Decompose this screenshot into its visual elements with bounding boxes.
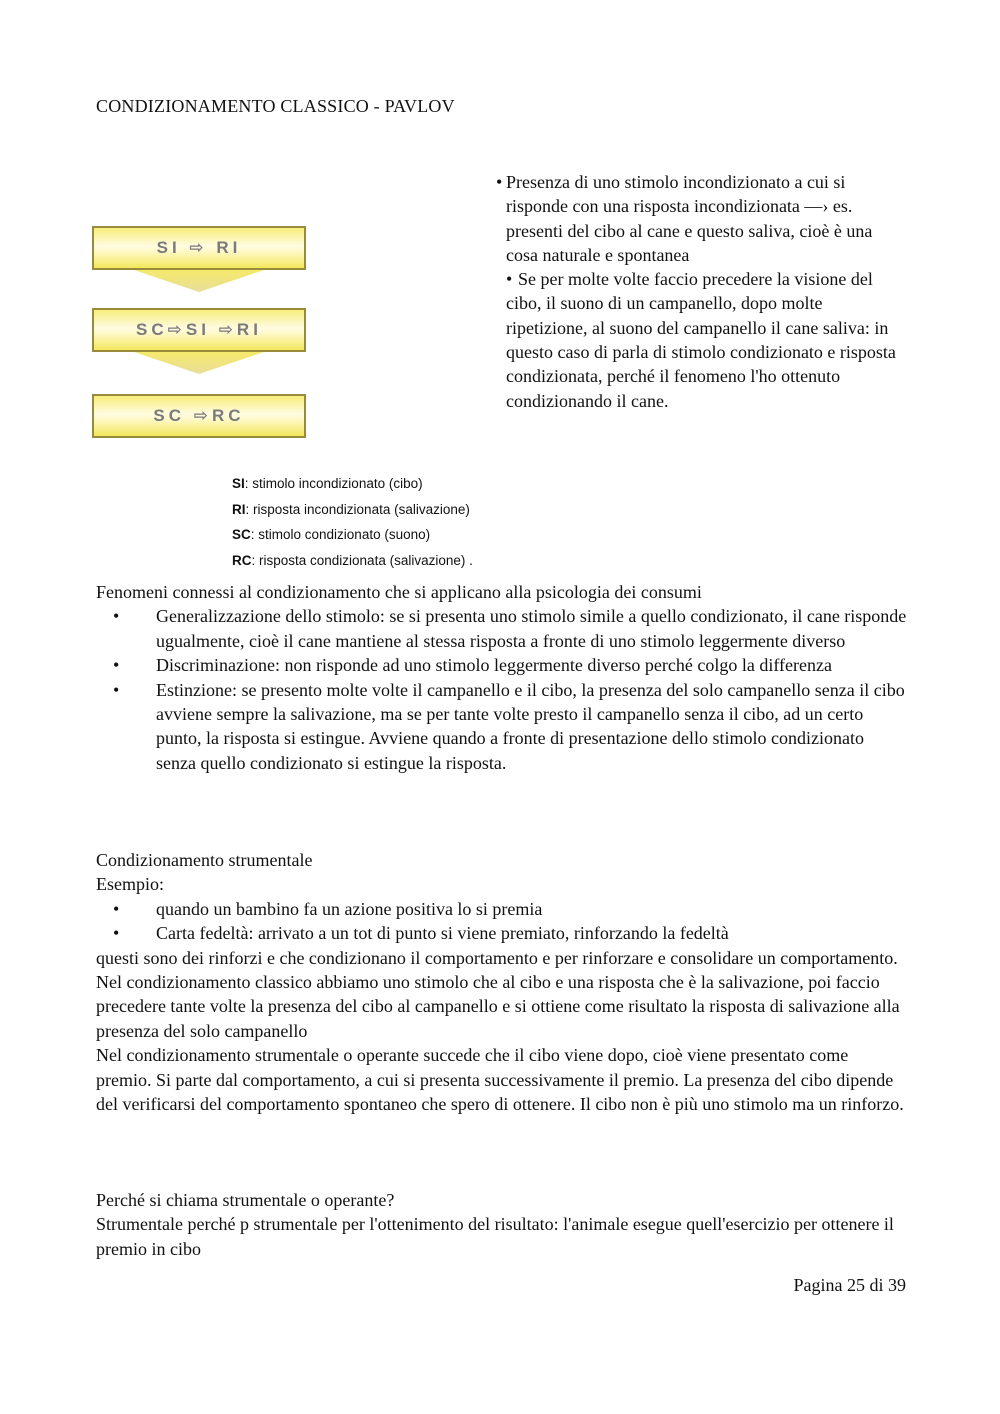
legend-item: RC: risposta condizionata (salivazione) . [232, 552, 473, 568]
example-label: Esempio: [96, 874, 164, 895]
down-arrow-icon [134, 352, 264, 374]
legend-item: SI: stimolo incondizionato (cibo) [232, 476, 423, 491]
conditioning-diagram [92, 222, 312, 444]
perche-section [96, 1188, 908, 1261]
diagram-box-sc-si-ri: SC⇨SI ⇨RI [92, 308, 306, 352]
fenomeni-section [96, 580, 908, 775]
bullet: • [496, 172, 503, 192]
description-paragraph: • Presenza di uno stimolo incondizionato a cui si risponde con una risposta incondizionata —› es. presenti del cibo al cane e questo saliva, cioè è una cosa naturale e spontanea [496, 172, 873, 265]
list-item: • Estinzione: se presento molte volte il campanello e il cibo, la presenza del solo campanello senza il cibo avviene sempre la salivazione, ma se per tante volte presto il campanello senza il cibo, ad un certo punto, la risposta si estingue. Avviene quando a fronte di presentazione dello stimolo condizionato senza quello condizionato si estingue la risposta. [113, 679, 905, 773]
diagram-description [496, 170, 906, 413]
section-heading: Condizionamento strumentale [96, 850, 313, 870]
list-item: • Discriminazione: non risponde ad uno stimolo leggermente diverso perché colgo la differenza [113, 655, 832, 676]
list-item: • quando un bambino fa un azione positiva lo si premia [113, 898, 543, 919]
answer: Strumentale perché p strumentale per l'ottenimento del risultato: l'animale esegue quell'esercizio per ottenere il premio in cibo [96, 1214, 894, 1259]
strumentale-section [96, 848, 908, 1116]
list-item: • Generalizzazione dello stimolo: se si presenta uno stimolo simile a quello condizionato, il cane risponde ugualmente, cioè il cane mantiene al stessa risposta a fronte di uno stimolo leggermente diverso [113, 606, 907, 651]
diagram-box-si-ri: SI ⇨ RI [92, 226, 306, 270]
down-arrow-icon [134, 270, 264, 292]
paragraph: questi sono dei rinforzi e che condizionano il comportamento e per rinforzare e consolidare un comportamento. [96, 947, 898, 968]
legend-item: SC: stimolo condizionato (suono) [232, 527, 431, 542]
question: Perché si chiama strumentale o operante? [96, 1190, 395, 1210]
paragraph: Nel condizionamento strumentale o operante succede che il cibo viene dopo, cioè viene presentato come premio. Si parte dal comportamento, a cui si presenta successivamente il premio. La presenza del cibo dipende del verificarsi del comportamento spontaneo che spero di ottenere. Il cibo non è più uno stimolo ma un rinforzo. [96, 1045, 904, 1115]
diagram-box-sc-rc: SC ⇨RC [92, 394, 306, 438]
diagram-legend [232, 474, 473, 576]
legend-item: RI: risposta incondizionata (salivazione) [232, 501, 470, 517]
page-title: CONDIZIONAMENTO CLASSICO - PAVLOV [96, 96, 455, 116]
fenomeni-list [96, 604, 908, 775]
paragraph: Nel condizionamento classico abbiamo uno stimolo che al cibo e una risposta che è la salivazione, poi faccio precedere tante volte la presenza del cibo al campanello e si ottiene come risultato la risposta di salivazione alla presenza del solo campanello [96, 972, 900, 1041]
section-heading: Fenomeni connessi al condizionamento che si applicano alla psicologia dei consumi [96, 582, 702, 602]
description-paragraph: • Se per molte volte faccio precedere la visione del cibo, il suono di un campanello, dopo molte ripetizione, al suono del campanello il cane saliva: in questo caso di parla di stimolo condizionato e risposta condizionata, perché il fenomeno l'ho ottenuto condizionando il cane. [506, 269, 896, 411]
example-list [96, 897, 908, 946]
bullet: • [506, 269, 513, 290]
list-item: • Carta fedeltà: arrivato a un tot di punto si viene premiato, rinforzando la fedeltà [113, 923, 729, 944]
page-number: Pagina 25 di 39 [793, 1275, 906, 1295]
